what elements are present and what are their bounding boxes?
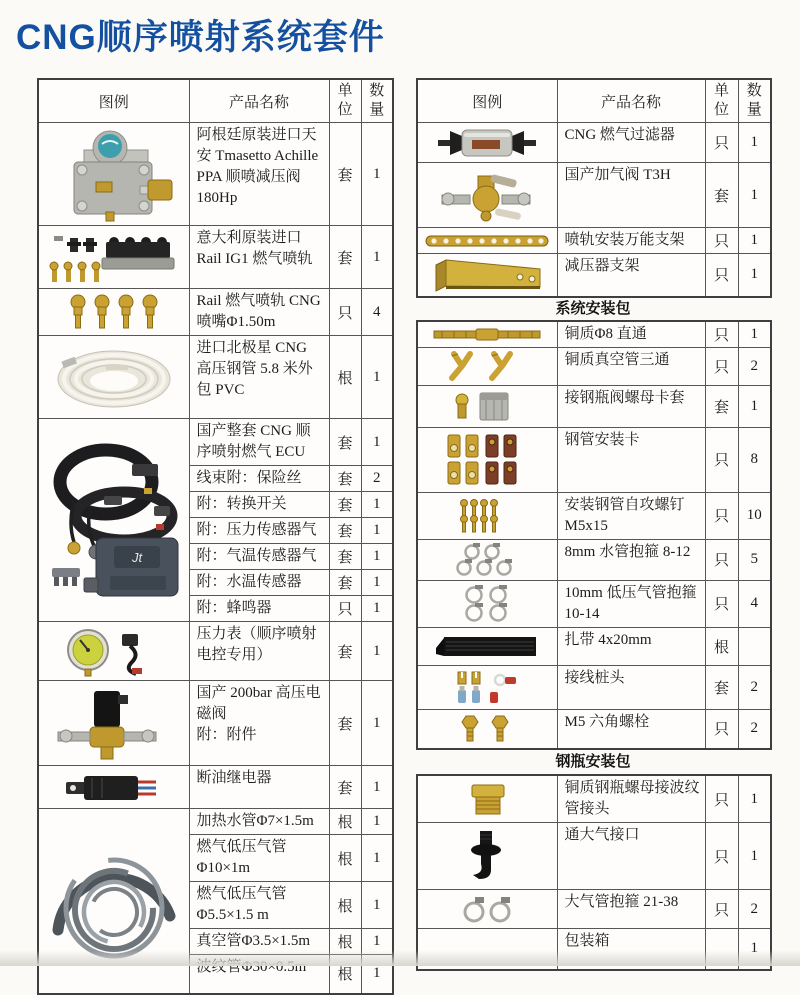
illustration-cell (417, 123, 557, 163)
qty-value: 5 (738, 539, 771, 580)
illustration-cell (417, 492, 557, 539)
section-heading-cylinder-pack: 钢瓶安装包 (555, 753, 631, 770)
product-name: 8mm 水管抱箍 8-12 (557, 539, 705, 580)
unit-value: 套 (705, 385, 738, 427)
qty-value: 1 (361, 766, 393, 809)
product-name: Rail 燃气喷轨 CNG 喷嘴Φ1.50m (189, 289, 329, 336)
qty-value: 10 (738, 492, 771, 539)
col-header-illustration: 图例 (38, 79, 189, 123)
nut-ferrule-image (422, 388, 552, 424)
qty-value: 1 (738, 823, 771, 890)
unit-value: 只 (705, 890, 738, 929)
product-name: 断油继电器 (189, 766, 329, 809)
qty-value: 1 (738, 321, 771, 348)
table-row (417, 539, 771, 580)
qty-value: 1 (361, 123, 393, 226)
hex-bolts-image (422, 712, 552, 746)
qty-value: 1 (738, 929, 771, 970)
solenoid-valve-image (44, 685, 184, 761)
product-name: 铜质Φ8 直通 (557, 321, 705, 348)
straight-connector-image (422, 326, 552, 343)
cylinder-nut-fitting-image (422, 782, 552, 817)
qty-value: 1 (738, 163, 771, 228)
pipe-clips-image (422, 431, 552, 489)
qty-value: 1 (361, 681, 393, 766)
product-name: 加热水管Φ7×1.5m (189, 809, 329, 835)
injector-rail-image (44, 230, 184, 285)
qty-value: 2 (738, 347, 771, 385)
unit-value (705, 929, 738, 970)
qty-value: 1 (361, 835, 393, 882)
pressure-gauge-image (44, 626, 184, 677)
product-name: 包装箱 (557, 929, 705, 970)
qty-value: 8 (738, 427, 771, 492)
table-row (417, 890, 771, 929)
header-row (417, 79, 771, 123)
unit-value: 套 (329, 466, 361, 492)
illustration-cell (417, 580, 557, 627)
qty-value: 1 (361, 419, 393, 466)
unit-value: 套 (329, 570, 361, 596)
system-pack-table (416, 320, 772, 751)
unit-value: 根 (705, 627, 738, 665)
unit-value: 套 (329, 681, 361, 766)
qty-value: 1 (361, 622, 393, 681)
qty-value: 1 (738, 228, 771, 254)
qty-value: 1 (361, 955, 393, 994)
qty-value: 2 (361, 466, 393, 492)
illustration-cell (417, 775, 557, 823)
product-name (189, 681, 329, 766)
illustration-cell (417, 427, 557, 492)
hose-clamps-8mm-image (422, 542, 552, 577)
qty-value: 1 (361, 518, 393, 544)
unit-value: 套 (329, 226, 361, 289)
unit-value: 根 (329, 835, 361, 882)
product-name: 大气管抱箍 21-38 (557, 890, 705, 929)
unit-value: 只 (705, 347, 738, 385)
large-hose-clamps-image (422, 893, 552, 926)
product-name: 接钢瓶阀螺母卡套 (557, 385, 705, 427)
illustration-cell (417, 709, 557, 749)
product-name: 阿根廷原装进口天安 Tmasetto Achille PPA 顺喷减压阀 180Hp (189, 123, 329, 226)
illustration-cell (38, 766, 189, 809)
unit-value: 只 (705, 123, 738, 163)
unit-value: 只 (705, 823, 738, 890)
table-row (38, 336, 393, 419)
table-row (38, 289, 393, 336)
unit-value: 套 (329, 419, 361, 466)
product-name: M5 六角螺栓 (557, 709, 705, 749)
product-name: 扎带 4x20mm (557, 627, 705, 665)
product-name: 铜质真空管三通 (557, 347, 705, 385)
table-row (417, 709, 771, 749)
unit-value: 套 (329, 518, 361, 544)
unit-value: 只 (705, 228, 738, 254)
col-header-unit: 单位 (329, 79, 361, 123)
unit-value: 只 (705, 321, 738, 348)
self-tapping-screws-image (422, 498, 552, 534)
product-name: 燃气低压气管Φ5.5×1.5 m (189, 882, 329, 929)
unit-value: 套 (329, 123, 361, 226)
illustration-cell (38, 336, 189, 419)
section-heading-system-pack: 系统安装包 (555, 299, 631, 317)
illustration-cell (417, 539, 557, 580)
left-column (37, 78, 392, 995)
product-name-line: 国产 200bar 高压电磁阀 (196, 685, 321, 722)
cng-nozzles-image (44, 293, 184, 331)
unit-value: 只 (705, 775, 738, 823)
unit-value: 套 (329, 544, 361, 570)
col-header-illustration: 图例 (417, 79, 557, 123)
qty-value: 1 (361, 226, 393, 289)
illustration-cell (417, 228, 557, 254)
product-name: 接线桩头 (557, 665, 705, 709)
table-row (38, 419, 393, 466)
unit-value: 根 (329, 955, 361, 994)
table-row (38, 226, 393, 289)
product-name: 铜质钢瓶螺母接波纹管接头 (557, 775, 705, 823)
product-name: 减压器支架 (557, 254, 705, 297)
product-name: 附：压力传感器气 (189, 518, 329, 544)
product-name: 通大气接口 (557, 823, 705, 890)
product-name: 燃气低压气管Φ10×1m (189, 835, 329, 882)
unit-value: 只 (705, 427, 738, 492)
qty-value: 1 (361, 882, 393, 929)
table-row (38, 809, 393, 835)
qty-value: 1 (361, 809, 393, 835)
table-row (417, 347, 771, 385)
product-name: 国产加气阀 T3H (557, 163, 705, 228)
unit-value: 只 (705, 539, 738, 580)
gas-filter-image (422, 126, 552, 160)
unit-value: 只 (329, 596, 361, 622)
hose-set-image (44, 820, 184, 982)
product-name: 真空管Φ3.5×1.5m (189, 929, 329, 955)
qty-value (738, 627, 771, 665)
table-row (38, 622, 393, 681)
cylinder-pack-table (416, 774, 772, 971)
illustration-cell (38, 226, 189, 289)
illustration-cell (38, 622, 189, 681)
table-row (417, 929, 771, 970)
filling-valve-image (422, 166, 552, 224)
qty-value: 1 (361, 544, 393, 570)
qty-value: 1 (738, 775, 771, 823)
product-name: 意大利原装进口 Rail IG1 燃气喷轨 (189, 226, 329, 289)
product-name: 进口北极星 CNG 高压钢管 5.8 米外包 PVC (189, 336, 329, 419)
illustration-cell (417, 665, 557, 709)
qty-value: 4 (361, 289, 393, 336)
unit-value: 只 (705, 254, 738, 297)
illustration-cell (417, 254, 557, 297)
header-row (38, 79, 393, 123)
product-name: 国产整套 CNG 顺序喷射燃气 ECU (189, 419, 329, 466)
unit-value: 根 (329, 929, 361, 955)
table-row (417, 385, 771, 427)
qty-value: 1 (361, 336, 393, 419)
qty-value: 1 (361, 596, 393, 622)
illustration-cell (417, 890, 557, 929)
product-name: 波纹管Φ30×0.5m (189, 955, 329, 994)
product-name: 10mm 低压气管抱箍 10-14 (557, 580, 705, 627)
table-row (417, 321, 771, 348)
unit-value: 只 (705, 580, 738, 627)
vent-connector-image (422, 826, 552, 886)
illustration-cell (38, 681, 189, 766)
unit-value: 套 (329, 622, 361, 681)
product-name: 喷轨安装万能支架 (557, 228, 705, 254)
qty-value: 1 (361, 492, 393, 518)
illustration-cell (417, 163, 557, 228)
qty-value: 2 (738, 709, 771, 749)
page-title: CNG顺序喷射系统套件 (16, 18, 385, 57)
table-row (417, 627, 771, 665)
illustration-cell (417, 929, 557, 970)
vacuum-tee-image (422, 350, 552, 382)
product-name: 附：水温传感器 (189, 570, 329, 596)
illustration-cell (417, 321, 557, 348)
qty-value: 1 (738, 254, 771, 297)
product-name: 压力表（顺序喷射电控专用） (189, 622, 329, 681)
illustration-cell (417, 347, 557, 385)
unit-value: 根 (329, 809, 361, 835)
pressure-regulator-image (44, 126, 184, 222)
qty-value: 1 (361, 570, 393, 596)
table-row (417, 580, 771, 627)
unit-value: 只 (329, 289, 361, 336)
table-row (417, 163, 771, 228)
regulator-bracket-image (422, 257, 552, 293)
right-parts-table (416, 78, 772, 298)
table-row (417, 123, 771, 163)
table-row (38, 681, 393, 766)
ecu-wiring-kit-image (44, 440, 184, 600)
qty-value: 4 (738, 580, 771, 627)
col-header-qty: 数量 (361, 79, 393, 123)
product-name: CNG 燃气过滤器 (557, 123, 705, 163)
qty-value: 1 (738, 123, 771, 163)
illustration-cell (38, 419, 189, 622)
product-name: 安装钢管自攻螺钉 M5x15 (557, 492, 705, 539)
illustration-cell (417, 823, 557, 890)
col-header-qty: 数量 (738, 79, 771, 123)
illustration-cell (417, 627, 557, 665)
relay-image (44, 770, 184, 805)
product-name: 附：转换开关 (189, 492, 329, 518)
unit-value: 只 (705, 709, 738, 749)
unit-value: 根 (329, 336, 361, 419)
steel-pipe-coil-image (44, 339, 184, 415)
col-header-name: 产品名称 (189, 79, 329, 123)
hose-clamps-10mm-image (422, 584, 552, 623)
qty-value: 2 (738, 665, 771, 709)
table-row (417, 254, 771, 297)
table-row (417, 427, 771, 492)
svg-text:Jt: Jt (131, 550, 142, 565)
table-row (417, 665, 771, 709)
table-row (417, 823, 771, 890)
qty-value: 2 (738, 890, 771, 929)
right-column (416, 78, 770, 971)
table-row (38, 123, 393, 226)
wire-terminals-image (422, 668, 552, 706)
unit-value: 套 (329, 766, 361, 809)
col-header-unit: 单位 (705, 79, 738, 123)
unit-value: 根 (329, 882, 361, 929)
unit-value: 套 (705, 665, 738, 709)
table-row (38, 766, 393, 809)
product-name: 附：蜂鸣器 (189, 596, 329, 622)
illustration-cell (417, 385, 557, 427)
product-name: 附：气温传感器气 (189, 544, 329, 570)
rail-bracket-image (422, 233, 552, 249)
illustration-cell (38, 123, 189, 226)
product-name-subline: 附：附件 (196, 727, 257, 743)
product-name: 线束附：保险丝 (189, 466, 329, 492)
cable-ties-image (422, 630, 552, 662)
qty-value: 1 (738, 385, 771, 427)
col-header-name: 产品名称 (557, 79, 705, 123)
illustration-cell (38, 289, 189, 336)
qty-value: 1 (361, 929, 393, 955)
left-parts-table (37, 78, 394, 995)
table-row (417, 228, 771, 254)
product-name: 钢管安装卡 (557, 427, 705, 492)
unit-value: 套 (705, 163, 738, 228)
unit-value: 套 (329, 492, 361, 518)
table-row (417, 775, 771, 823)
table-row (417, 492, 771, 539)
unit-value: 只 (705, 492, 738, 539)
